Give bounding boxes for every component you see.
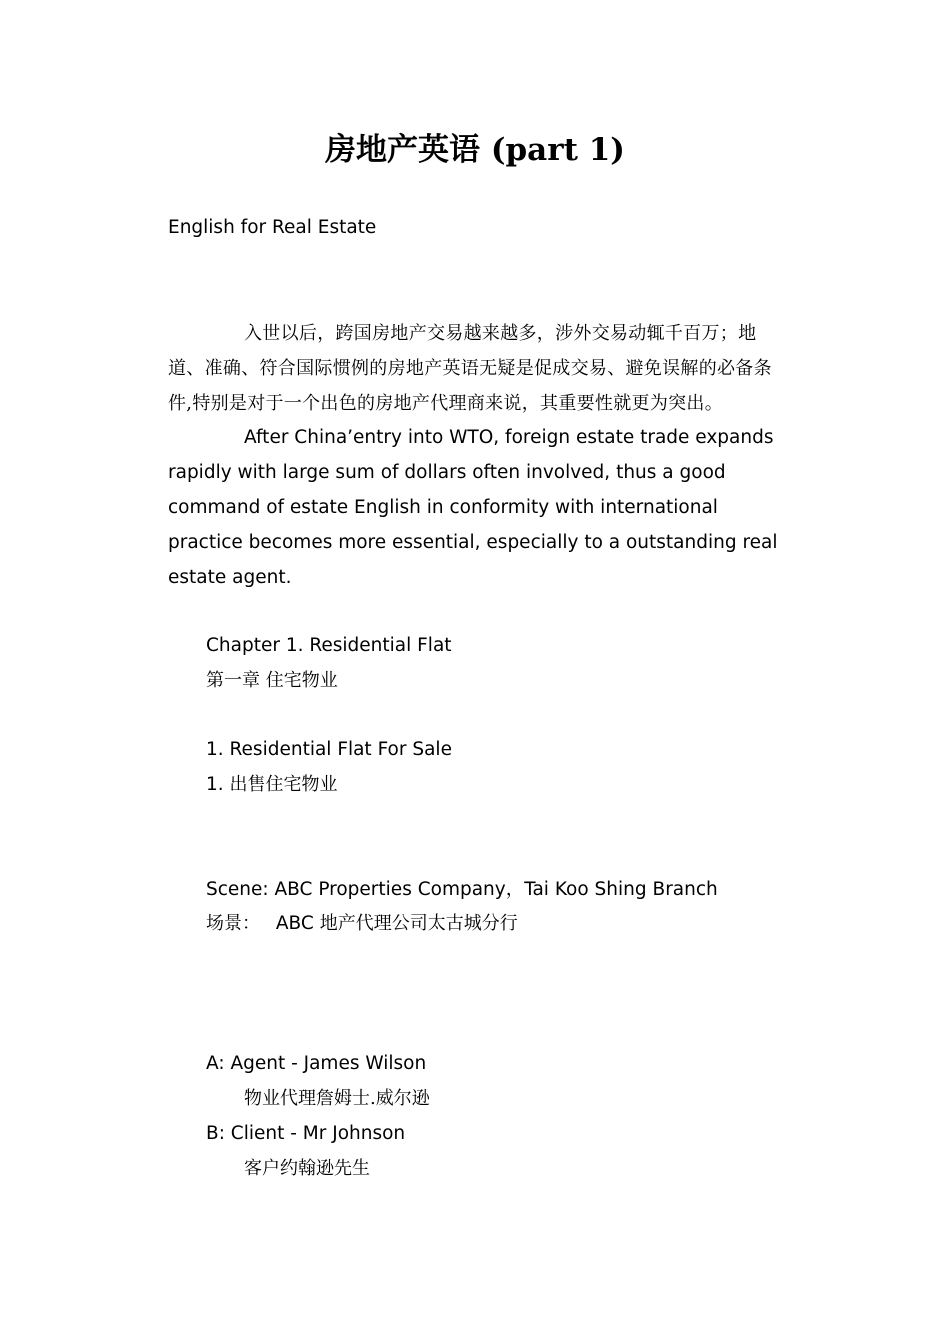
role-b-chinese: 客户约翰逊先生 <box>244 1158 370 1179</box>
document-subtitle: English for Real Estate <box>168 217 377 238</box>
role-a-chinese: 物业代理詹姆士.威尔逊 <box>244 1088 430 1109</box>
section-heading-english: 1. Residential Flat For Sale <box>206 739 452 760</box>
scene-label-chinese: 场景： <box>206 913 260 934</box>
scene-line-english: Scene: ABC Properties Company，Tai Koo Shing Branch <box>206 879 718 900</box>
scene-company-chinese: 地产代理公司太古城分行 <box>319 913 518 934</box>
role-b-english: B: Client - Mr Johnson <box>206 1123 406 1144</box>
section-title-chinese: 出售住宅物业 <box>229 774 338 795</box>
scene-company-abc: ABC <box>275 913 314 934</box>
intro-paragraph-chinese: 入世以后，跨国房地产交易越来越多，涉外交易动辄千百万；地道、准确、符合国际惯例的房地产英语无疑是促成交易、避免误解的必备条件,特别是对于一个出色的房地产代理商来说，其重要性就更为突出。 <box>168 323 772 414</box>
section-heading-chinese <box>206 767 338 802</box>
chapter-heading-chinese: 第一章 住宅物业 <box>206 670 338 691</box>
scene-line-chinese <box>206 906 518 941</box>
document-title: 房地产英语 (part 1) <box>325 132 625 168</box>
intro-paragraph-english: After China’entry into WTO, foreign estate trade expands rapidly with large sum of dollars often involved, thus a good command of estate English in conformity with international practice becomes more essential, especially to a outstanding real estate agent. <box>168 427 778 588</box>
chapter-heading-english: Chapter 1. Residential Flat <box>206 635 452 656</box>
section-number: 1. <box>206 774 224 795</box>
role-a-english: A: Agent - James Wilson <box>206 1053 427 1074</box>
